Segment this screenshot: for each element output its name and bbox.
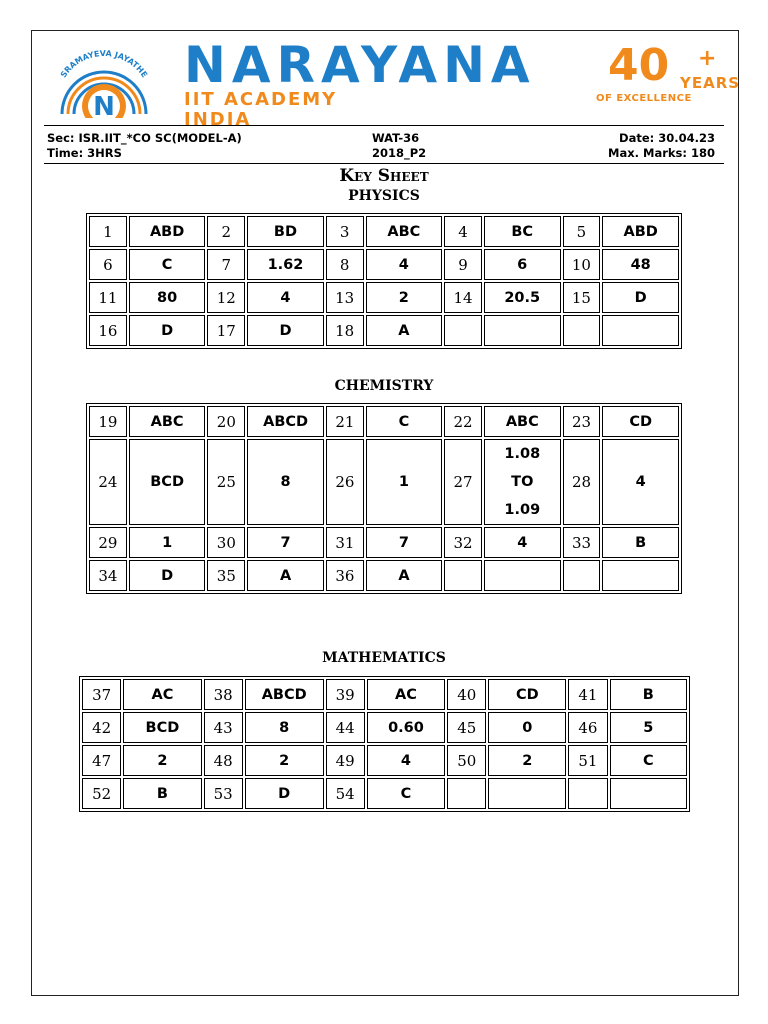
question-number: 29 — [89, 527, 127, 558]
anniversary-badge — [596, 40, 741, 110]
meta-date: Date: 30.04.23 — [619, 131, 715, 145]
answer-value: 5 — [610, 712, 687, 743]
answer-value: 8 — [245, 712, 324, 743]
question-number: 30 — [207, 527, 245, 558]
answer-value: C — [129, 249, 206, 280]
question-number: 15 — [563, 282, 601, 313]
question-number: 18 — [326, 315, 364, 346]
question-number: 19 — [89, 406, 127, 437]
answer-value: A — [366, 315, 443, 346]
question-number — [563, 560, 601, 591]
question-number: 47 — [82, 745, 121, 776]
answer-value: 48 — [602, 249, 679, 280]
answer-value: 4 — [247, 282, 324, 313]
question-number: 11 — [89, 282, 127, 313]
question-number: 20 — [207, 406, 245, 437]
meta-paper: 2018_P2 — [372, 146, 427, 160]
question-number: 17 — [207, 315, 245, 346]
question-number: 12 — [207, 282, 245, 313]
answer-value — [484, 560, 561, 591]
question-number: 38 — [204, 679, 243, 710]
answer-value: 7 — [366, 527, 442, 558]
question-number: 8 — [326, 249, 364, 280]
answer-value: D — [129, 315, 206, 346]
question-number: 21 — [326, 406, 364, 437]
answer-row — [82, 778, 687, 809]
question-number — [568, 778, 607, 809]
answer-value: A — [366, 560, 442, 591]
question-number: 23 — [563, 406, 601, 437]
answer-value — [484, 315, 561, 346]
question-number: 16 — [89, 315, 127, 346]
question-number: 33 — [563, 527, 601, 558]
question-number: 7 — [207, 249, 245, 280]
question-number: 36 — [326, 560, 364, 591]
answer-value: 2 — [488, 745, 566, 776]
answer-value: 8 — [247, 439, 324, 525]
physics-answer-table — [86, 213, 682, 349]
question-number: 39 — [326, 679, 365, 710]
badge-excellence: OF EXCELLENCE — [596, 93, 692, 104]
answer-value — [488, 778, 566, 809]
answer-value: 1 — [366, 439, 442, 525]
answer-value: CD — [602, 406, 679, 437]
question-number: 50 — [447, 745, 486, 776]
answer-value: BC — [484, 216, 561, 247]
answer-value: ABC — [484, 406, 561, 437]
answer-value: 4 — [366, 249, 443, 280]
question-number — [444, 560, 482, 591]
question-number — [444, 315, 482, 346]
question-number: 5 — [563, 216, 601, 247]
narayana-logo — [44, 40, 164, 118]
answer-value: B — [123, 778, 201, 809]
question-number: 45 — [447, 712, 486, 743]
answer-value: CD — [488, 679, 566, 710]
question-number: 9 — [444, 249, 482, 280]
badge-number: 40 — [608, 40, 670, 91]
answer-value: D — [247, 315, 324, 346]
svg-text:SRAMAYEVA JAYATHE — [59, 49, 149, 79]
answer-value: ABD — [129, 216, 206, 247]
question-number: 43 — [204, 712, 243, 743]
question-number: 24 — [89, 439, 127, 525]
page-title: Key Sheet — [339, 166, 429, 186]
question-number: 37 — [82, 679, 121, 710]
question-number: 41 — [568, 679, 607, 710]
answer-value: 4 — [367, 745, 445, 776]
answer-value: ABD — [602, 216, 679, 247]
answer-row — [89, 439, 679, 525]
answer-value: ABC — [129, 406, 206, 437]
answer-row — [89, 527, 679, 558]
header-rule-bottom — [44, 163, 724, 164]
question-number: 14 — [444, 282, 482, 313]
badge-years: YEARS — [680, 74, 741, 92]
answer-row — [89, 406, 679, 437]
question-number: 6 — [89, 249, 127, 280]
meta-marks: Max. Marks: 180 — [608, 146, 715, 160]
meta-time: Time: 3HRS — [47, 146, 122, 160]
question-number: 13 — [326, 282, 364, 313]
question-number: 48 — [204, 745, 243, 776]
answer-value: 20.5 — [484, 282, 561, 313]
answer-value: 2 — [123, 745, 201, 776]
brand-block — [184, 36, 584, 130]
mathematics-answer-table — [79, 676, 690, 812]
question-number: 10 — [563, 249, 601, 280]
logo-letter: N — [93, 92, 115, 118]
brand-subtitle-2: INDIA — [184, 109, 252, 130]
question-number: 28 — [563, 439, 601, 525]
question-number: 54 — [326, 778, 365, 809]
answer-value: D — [245, 778, 324, 809]
answer-value: 4 — [602, 439, 679, 525]
answer-value: AC — [367, 679, 445, 710]
question-number: 49 — [326, 745, 365, 776]
answer-row — [89, 560, 679, 591]
answer-value: AC — [123, 679, 201, 710]
answer-row — [82, 712, 687, 743]
answer-value: C — [610, 745, 687, 776]
question-number: 34 — [89, 560, 127, 591]
question-number: 35 — [207, 560, 245, 591]
answer-value: ABCD — [245, 679, 324, 710]
answer-value: D — [129, 560, 206, 591]
answer-value: 2 — [245, 745, 324, 776]
answer-value: C — [367, 778, 445, 809]
brand-name: NARAYANA — [184, 36, 536, 94]
meta-left — [47, 131, 242, 161]
chemistry-title: CHEMISTRY — [334, 378, 434, 394]
question-number: 2 — [207, 216, 245, 247]
question-number: 3 — [326, 216, 364, 247]
question-number: 51 — [568, 745, 607, 776]
meta-sec: Sec: ISR.IIT_*CO SC(MODEL-A) — [47, 131, 242, 145]
meta-middle — [372, 131, 426, 161]
question-number: 26 — [326, 439, 364, 525]
answer-value: 7 — [247, 527, 324, 558]
badge-plus: + — [698, 46, 717, 71]
header-rule-top — [44, 125, 724, 126]
brand-subtitle-1: IIT ACADEMY — [184, 89, 338, 110]
question-number: 32 — [444, 527, 482, 558]
question-number: 4 — [444, 216, 482, 247]
answer-value: 1.62 — [247, 249, 324, 280]
answer-value — [610, 778, 687, 809]
answer-value: B — [610, 679, 687, 710]
answer-value: BCD — [123, 712, 201, 743]
answer-value: B — [602, 527, 679, 558]
answer-row — [82, 745, 687, 776]
answer-value: D — [602, 282, 679, 313]
answer-value: 0.60 — [367, 712, 445, 743]
answer-value: C — [366, 406, 442, 437]
answer-row — [89, 216, 679, 247]
answer-value — [602, 560, 679, 591]
answer-row — [82, 679, 687, 710]
question-number: 25 — [207, 439, 245, 525]
physics-title: PHYSICS — [348, 188, 420, 204]
mathematics-title: MATHEMATICS — [322, 650, 446, 666]
logo-motto: SRAMAYEVA JAYATHE — [58, 48, 150, 80]
answer-value: 80 — [129, 282, 206, 313]
answer-value: 1.08 TO 1.09 — [484, 439, 561, 525]
question-number — [563, 315, 601, 346]
answer-value: A — [247, 560, 324, 591]
answer-value: BCD — [129, 439, 206, 525]
answer-value: ABCD — [247, 406, 324, 437]
question-number: 27 — [444, 439, 482, 525]
answer-value: 4 — [484, 527, 561, 558]
meta-test: WAT-36 — [372, 131, 420, 145]
answer-value: 6 — [484, 249, 561, 280]
question-number: 42 — [82, 712, 121, 743]
meta-right — [560, 131, 715, 161]
answer-value: BD — [247, 216, 324, 247]
question-number: 44 — [326, 712, 365, 743]
answer-value: 2 — [366, 282, 443, 313]
question-number: 46 — [568, 712, 607, 743]
question-number: 40 — [447, 679, 486, 710]
answer-value: 0 — [488, 712, 566, 743]
answer-row — [89, 282, 679, 313]
answer-row — [89, 249, 679, 280]
question-number: 53 — [204, 778, 243, 809]
chemistry-answer-table — [86, 403, 682, 594]
question-number: 52 — [82, 778, 121, 809]
answer-value — [602, 315, 679, 346]
question-number — [447, 778, 486, 809]
question-number: 1 — [89, 216, 127, 247]
question-number: 31 — [326, 527, 364, 558]
answer-value: 1 — [129, 527, 206, 558]
answer-row — [89, 315, 679, 346]
question-number: 22 — [444, 406, 482, 437]
answer-value: ABC — [366, 216, 443, 247]
